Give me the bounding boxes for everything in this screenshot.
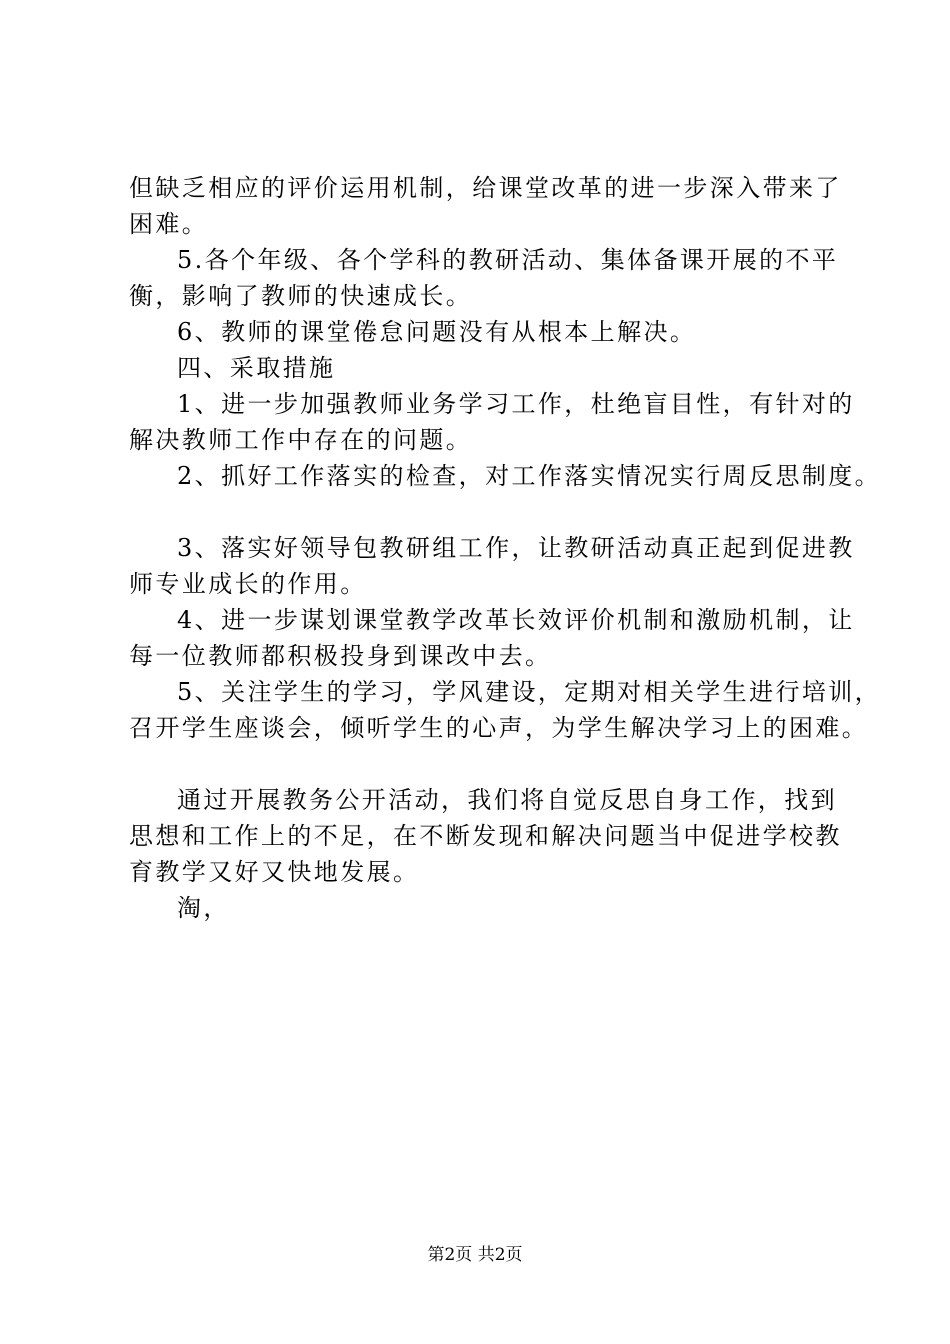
document-body: [129, 170, 882, 926]
paragraph-line: 5.各个年级、各个学科的教研活动、集体备课开展的不平: [177, 246, 839, 274]
paragraph-line: 师专业成长的作用。: [129, 570, 367, 598]
paragraph-line: 淘，: [177, 894, 230, 922]
paragraph-line: 2、抓好工作落实的检查，对工作落实情况实行周反思制度。: [177, 462, 882, 490]
paragraph-line: 6、教师的课堂倦怠问题没有从根本上解决。: [177, 318, 697, 346]
blank-line: [129, 746, 849, 782]
paragraph-line: 4、进一步谋划课堂教学改革长效评价机制和激励机制，让: [177, 606, 855, 634]
paragraph-line: 通过开展教务公开活动，我们将自觉反思自身工作，找到: [177, 786, 837, 814]
paragraph-line: 思想和工作上的不足，在不断发现和解决问题当中促进学校教: [129, 822, 842, 850]
section-heading: 四、采取措施: [177, 354, 336, 382]
paragraph-line: 1、进一步加强教师业务学习工作，杜绝盲目性，有针对的: [177, 390, 855, 418]
blank-line: [129, 494, 849, 530]
paragraph-line: 解决教师工作中存在的问题。: [129, 426, 473, 454]
paragraph-line: 每一位教师都积极投身到课改中去。: [129, 642, 552, 670]
paragraph-line: 召开学生座谈会，倾听学生的心声，为学生解决学习上的困难。: [129, 714, 869, 742]
paragraph-line: 衡，影响了教师的快速成长。: [129, 282, 473, 310]
paragraph-line: 3、落实好领导包教研组工作，让教研活动真正起到促进教: [177, 534, 855, 562]
paragraph-line: 但缺乏相应的评价运用机制，给课堂改革的进一步深入带来了: [129, 174, 842, 202]
paragraph-line: 育教学又好又快地发展。: [129, 858, 420, 886]
paragraph-line: 困难。: [129, 210, 209, 238]
paragraph-line: 5、关注学生的学习，学风建设，定期对相关学生进行培训，: [177, 678, 882, 706]
page-footer: 第2页 共2页: [427, 1245, 523, 1265]
